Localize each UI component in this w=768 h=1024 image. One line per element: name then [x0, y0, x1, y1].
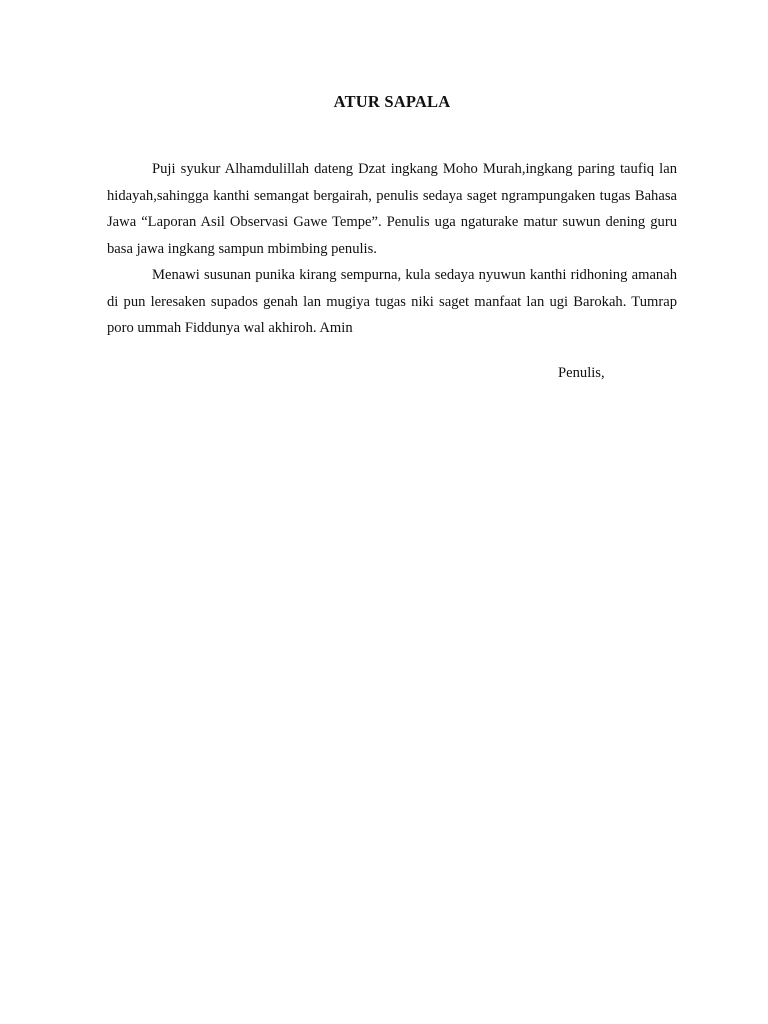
document-body: [107, 156, 677, 342]
paragraph-closing: Menawi susunan punika kirang sempurna, kula sedaya nyuwun kanthi ridhoning amanah di pun leresaken supados genah lan mugiya tugas niki saget manfaat lan ugi Barokah. Tumrap poro ummah Fiddunya wal akhiroh. Amin: [107, 267, 677, 336]
page-title: ATUR SAPALA: [333, 92, 451, 111]
signature-label: Penulis,: [558, 365, 605, 381]
paragraph-intro: Puji syukur Alhamdulillah dateng Dzat ingkang Moho Murah,ingkang paring taufiq lan hidayah,sahingga kanthi semangat bergairah, penulis sedaya saget ngrampungaken tugas Bahasa Jawa “Laporan Asil Observasi Gawe Tempe”. Penulis uga ngaturake matur suwun dening guru basa jawa ingkang sampun mbimbing penulis.: [107, 161, 677, 257]
